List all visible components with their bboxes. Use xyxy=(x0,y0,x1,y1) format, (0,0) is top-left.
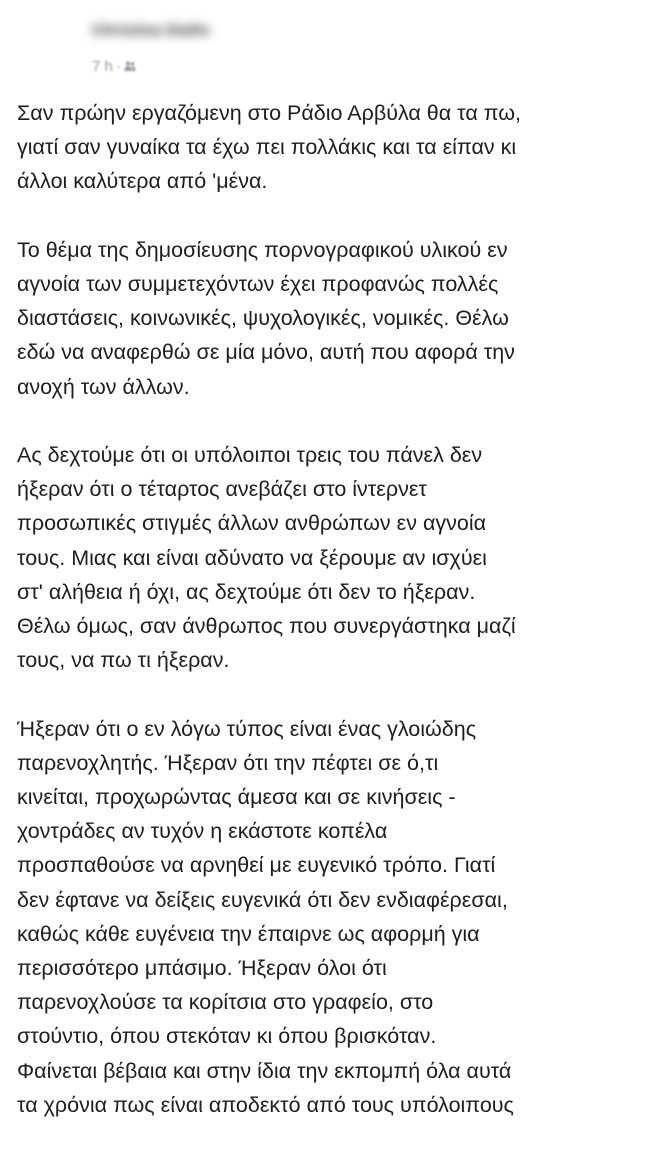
post-paragraph xyxy=(17,96,657,199)
post-text-line: ήξεραν ότι ο τέταρτος ανεβάζει στο ίντερνετ xyxy=(17,477,427,502)
post-text-line: Ήξεραν ότι ο εν λόγω τύπος είναι ένας γλοιώδης xyxy=(17,716,477,741)
friends-icon[interactable] xyxy=(124,60,136,72)
post-timestamp[interactable]: 7 h xyxy=(92,58,113,75)
post-text-line: στ' αλήθεια ή όχι, ας δεχτούμε ότι δεν το ήξεραν. xyxy=(17,579,476,604)
post-text-line: γιατί σαν γυναίκα τα έχω πει πολλάκις και τα είπαν κι xyxy=(17,135,517,160)
author-name[interactable]: Christina Diallo xyxy=(92,22,211,39)
post-text-line: δεν έφτανε να δείξεις ευγενικά ότι δεν ενδιαφέρεσαι, xyxy=(17,887,508,912)
post-meta xyxy=(92,58,136,75)
post-text-line: εδώ να αναφερθώ σε μία μόνο, αυτή που αφορά την xyxy=(17,340,515,365)
post-paragraph xyxy=(17,438,657,677)
post-text-line: Το θέμα της δημοσίευσης πορνογραφικού υλικού εν xyxy=(17,237,508,262)
post-text-line: τους. Μιας και είναι αδύνατο να ξέρουμε αν ισχύει xyxy=(17,545,487,570)
post-text-line: προσπαθούσε να αρνηθεί με ευγενικό τρόπο. Γιατί xyxy=(17,853,496,878)
post-text-line: καθώς κάθε ευγένεια την έπαιρνε ως αφορμή για xyxy=(17,921,480,946)
post-text-line: κινείται, προχωρώντας άμεσα και σε κινήσεις - xyxy=(17,785,456,810)
post-text-line: Σαν πρώην εργαζόμενη στο Ράδιο Αρβύλα θα τα πω, xyxy=(17,101,522,125)
post-text-line: παρενοχλούσε τα κορίτσια στο γραφείο, στο xyxy=(17,990,434,1015)
post-text-line: Φαίνεται βέβαια και στην ίδια την εκπομπή όλα αυτά xyxy=(17,1058,512,1083)
post-text-line: διαστάσεις, κοινωνικές, ψυχολογικές, νομικές. Θέλω xyxy=(17,306,509,331)
post-text-line: αγνοία των συμμετεχόντων έχει προφανώς πολλές xyxy=(17,272,499,296)
post-text-line: χοντράδες αν τυχόν η εκάστοτε κοπέλα xyxy=(17,819,388,844)
post-body xyxy=(17,96,657,1156)
post-header xyxy=(92,22,210,92)
post-text-line: τα χρόνια πως είναι αποδεκτό από τους υπόλοιπους xyxy=(17,1092,514,1117)
post-text-line: άλλοι καλύτερα από 'μένα. xyxy=(17,169,268,194)
post-text-line: Θέλω όμως, σαν άνθρωπος που συνεργάστηκα μαζί xyxy=(17,614,516,639)
post-paragraph xyxy=(17,712,657,1122)
post-text-line: προσωπικές στιγμές άλλων ανθρώπων εν αγνοία xyxy=(17,511,487,536)
post-text-line: Ας δεχτούμε ότι οι υπόλοιποι τρεις του πάνελ δεν xyxy=(17,443,483,467)
post-text-line: παρενοχλητής. Ήξεραν ότι την πέφτει σε ό,τι xyxy=(17,750,439,775)
post-text-line: τους, να πω τι ήξεραν. xyxy=(17,648,230,673)
post-text-line: περισσότερο μπάσιμο. Ήξεραν όλοι ότι xyxy=(17,956,387,981)
post-paragraph xyxy=(17,233,657,404)
meta-separator: · xyxy=(115,58,121,75)
post-text-line: στούντιο, όπου στεκόταν κι όπου βρισκόταν. xyxy=(17,1024,437,1049)
post-text-line: ανοχή των άλλων. xyxy=(17,374,190,399)
